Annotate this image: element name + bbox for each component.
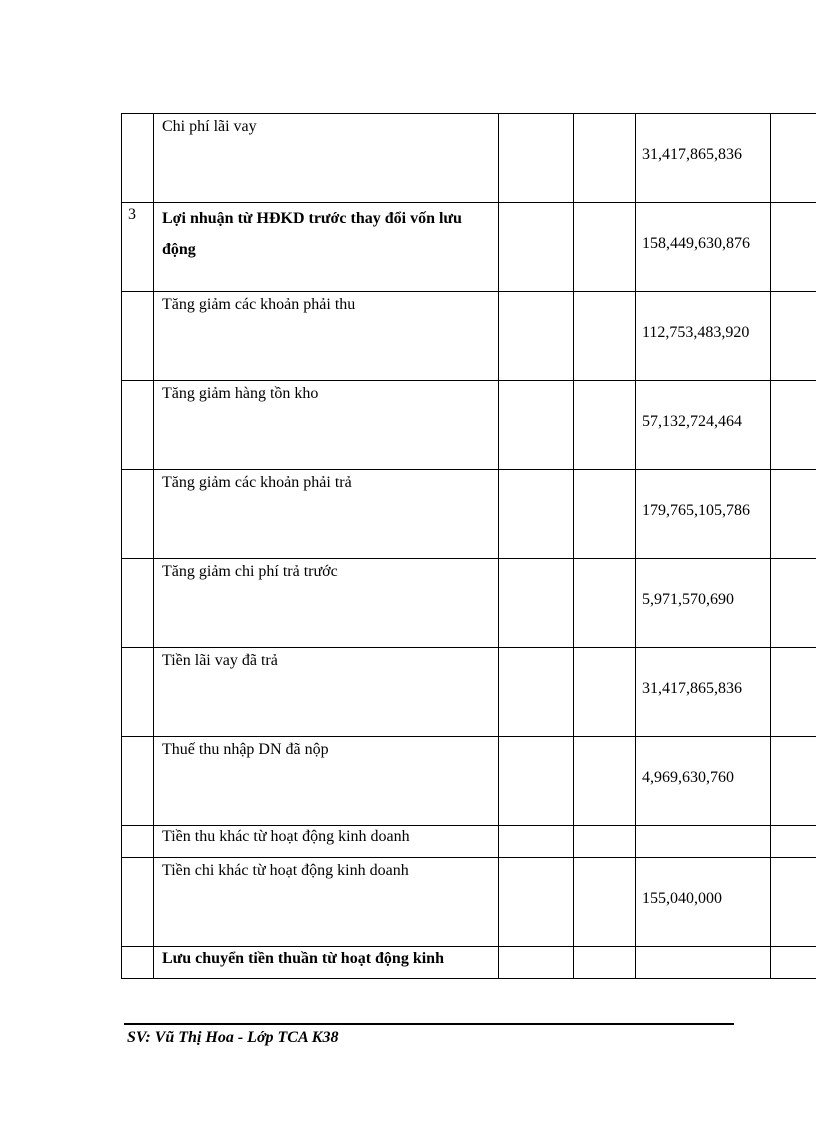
row-value-cell: 155,040,000 — [636, 858, 771, 947]
empty-cell — [574, 470, 636, 559]
row-description-cell: Tiền thu khác từ hoạt động kinh doanh — [154, 826, 499, 858]
table-row — [122, 648, 816, 737]
empty-cell — [771, 826, 816, 858]
empty-cell — [771, 114, 816, 203]
row-description-cell: Tăng giảm hàng tồn kho — [154, 381, 499, 470]
row-number-cell — [122, 737, 154, 826]
table-row — [122, 947, 816, 979]
empty-cell — [574, 203, 636, 292]
empty-cell — [771, 858, 816, 947]
row-description-cell: Tiền chi khác từ hoạt động kinh doanh — [154, 858, 499, 947]
empty-cell — [574, 648, 636, 737]
table-row — [122, 826, 816, 858]
empty-cell — [499, 858, 574, 947]
row-value-cell: 57,132,724,464 — [636, 381, 771, 470]
empty-cell — [499, 470, 574, 559]
empty-cell — [574, 947, 636, 979]
table-row — [122, 470, 816, 559]
row-number-cell — [122, 559, 154, 648]
row-value-cell — [636, 947, 771, 979]
cash-flow-table — [121, 113, 816, 979]
empty-cell — [499, 292, 574, 381]
table-row — [122, 292, 816, 381]
row-number-cell — [122, 858, 154, 947]
empty-cell — [771, 559, 816, 648]
row-description-cell: Lợi nhuận từ HĐKD trước thay đổi vốn lưu động — [154, 203, 499, 292]
empty-cell — [499, 737, 574, 826]
row-number-cell — [122, 826, 154, 858]
row-value-cell: 4,969,630,760 — [636, 737, 771, 826]
row-description-cell: Tăng giảm các khoản phải thu — [154, 292, 499, 381]
row-number-cell — [122, 470, 154, 559]
empty-cell — [499, 826, 574, 858]
empty-cell — [574, 737, 636, 826]
table-row — [122, 858, 816, 947]
row-value-cell: 5,971,570,690 — [636, 559, 771, 648]
empty-cell — [771, 947, 816, 979]
empty-cell — [499, 947, 574, 979]
empty-cell — [574, 858, 636, 947]
empty-cell — [574, 381, 636, 470]
row-description-cell: Tăng giảm chi phí trả trước — [154, 559, 499, 648]
footer-author: SV: Vũ Thị Hoa - Lớp TCA K38 — [127, 1029, 339, 1046]
row-number-cell — [122, 648, 154, 737]
table-row — [122, 737, 816, 826]
empty-cell — [574, 292, 636, 381]
row-number-cell — [122, 114, 154, 203]
empty-cell — [499, 381, 574, 470]
row-description-cell: Tiền lãi vay đã trả — [154, 648, 499, 737]
empty-cell — [574, 114, 636, 203]
row-description-cell: Thuế thu nhập DN đã nộp — [154, 737, 499, 826]
empty-cell — [499, 559, 574, 648]
empty-cell — [499, 203, 574, 292]
row-value-cell: 179,765,105,786 — [636, 470, 771, 559]
empty-cell — [771, 203, 816, 292]
row-number-cell — [122, 292, 154, 381]
row-number-cell — [122, 947, 154, 979]
row-value-cell — [636, 826, 771, 858]
empty-cell — [574, 559, 636, 648]
row-number-cell — [122, 381, 154, 470]
empty-cell — [771, 470, 816, 559]
empty-cell — [499, 114, 574, 203]
row-value-cell: 31,417,865,836 — [636, 648, 771, 737]
footer-divider — [124, 1023, 734, 1025]
row-description-cell: Chi phí lãi vay — [154, 114, 499, 203]
empty-cell — [771, 381, 816, 470]
empty-cell — [499, 648, 574, 737]
empty-cell — [771, 737, 816, 826]
table-row — [122, 381, 816, 470]
row-value-cell: 112,753,483,920 — [636, 292, 771, 381]
empty-cell — [771, 292, 816, 381]
row-number-cell: 3 — [122, 203, 154, 292]
table-row — [122, 559, 816, 648]
empty-cell — [574, 826, 636, 858]
row-value-cell: 158,449,630,876 — [636, 203, 771, 292]
empty-cell — [771, 648, 816, 737]
row-description-cell: Lưu chuyển tiền thuần từ hoạt động kinh — [154, 947, 499, 979]
table-row — [122, 114, 816, 203]
table-row — [122, 203, 816, 292]
row-description-cell: Tăng giảm các khoản phải trả — [154, 470, 499, 559]
row-value-cell: 31,417,865,836 — [636, 114, 771, 203]
